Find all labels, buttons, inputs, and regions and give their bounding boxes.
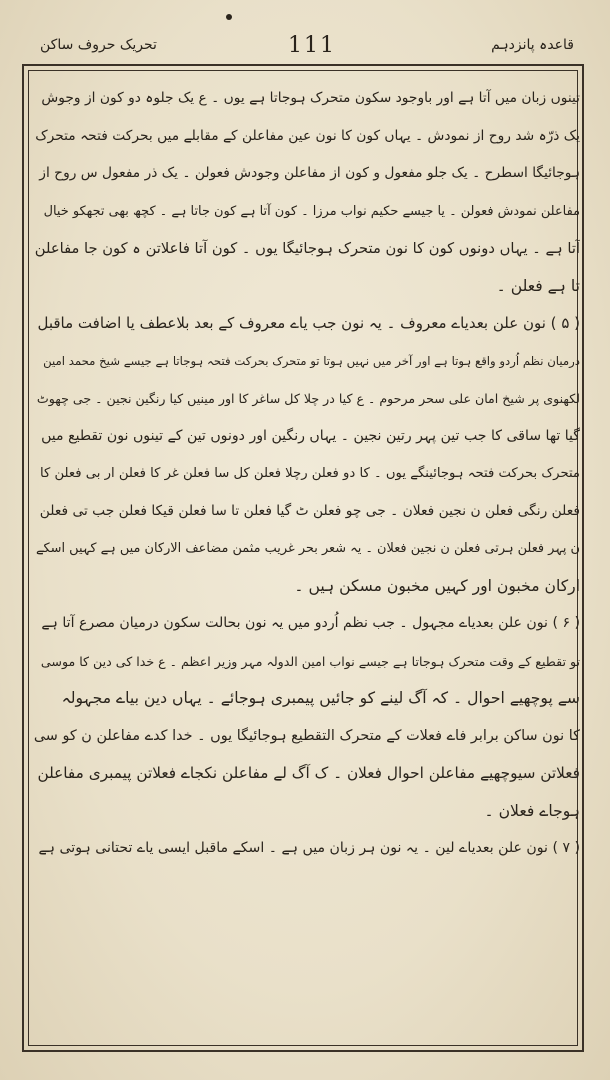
text-line: گیا تھا ساقی کا جب تین پہر رتین نجین ۔ یہاں رنگین اور دونوں تین کے تینوں نون تقطیع میں [41,427,580,444]
text-line: ارکان مخبون اور کہیں مخبون مسکن ہیں ۔ [294,576,580,595]
running-title-right: قاعدہ پانزدہم [491,37,574,53]
text-line: ( ۶ ) نون علن بعدیاے مجہول ۔ جب نظم اُردو میں یہ نون بحالت سکون درمیان مصرع آتا ہے [41,615,580,631]
text-line: کا نون ساکن برابر فاے فعلات کے متحرک التقطیع ہوجائیگا یوں ۔ خدا کدے مفاعلن ن کو سی [34,727,580,744]
text-line: فعلن رنگی فعلن ن نجین فعلان ۔ جی چو فعلن ٹ گیا فعلن تا سا فعلن قیکا فعلن جب تی فعلن [39,502,580,519]
running-title-left: تحریک حروف ساکن [40,37,157,53]
paragraph-6 [34,605,580,830]
text-line: یک ذرّہ شد روح از نمودش ۔ یہاں کون کا نون عین مفاعلن کے مقابلے میں بحرکت فتحہ متحرک [35,127,580,144]
text-line: ہوجائیگا اسطرح ۔ یک جلو مفعول و کون از مفاعلن وجودش فعولن ۔ یک ذر مفعول س روح از [39,165,580,181]
text-line: ہوجاے فعلان ۔ [484,801,580,820]
paragraph-7 [34,830,580,868]
text-line: ( ۵ ) نون علن بعدیاے معروف ۔ یہ نون جب یاے معروف کے بعد بلاعطف یا اضافت ماقبل [37,314,580,332]
page-body [34,80,580,868]
text-line: تینوں زبان میں آتا ہے اور باوجود سکون متحرک ہوجاتا ہے یوں ۔ ع یک جلوہ دو کون از وجوش [41,90,580,106]
text-line: ( ۷ ) نون علن بعدیاے لین ۔ یہ نون ہر زبان میں ہے ۔ اسکے ماقبل ایسی یاے تحتانی ہوتی ہے [38,840,580,856]
text-line: متحرک بحرکت فتحہ ہوجائینگے یوں ۔ کا دو فعلن رچلا فعلن کل سا فعلن غر کا فعلن ار بی فعلن کا [40,466,580,481]
text-line: آتا ہے ۔ یہاں دونوں کون کا نون متحرک ہوجائیگا یوں ۔ کون آتا فاعلاتن ہ کون جا مفاعلن [34,240,580,257]
page-number: 111 [288,32,336,58]
text-line: لکھنوی پر شیخ امان علی سحر مرحوم ۔ ع کیا در چلا کل ساغر کا اور مینیں کیا رنگین نجین ۔ جی چھوٹ [36,391,580,406]
text-line: ن پہر فعلن ہرتی فعلن ن نجین فعلان ۔ یہ شعر بحر غریب مثمن مضاعف الارکان میں ہے کہیں اسکے [35,541,580,556]
text-line: درمیان نظم اُردو واقع ہوتا ہے اور آخر میں نہیں ہوتا تو متحرک بحرکت فتحہ ہوجاتا ہے جیسے شیخ محمد امین [43,353,580,368]
text-line: تا ہے فعلن ۔ [496,276,580,295]
text-line: تو تقطیع کے وقت متحرک ہوجاتا ہے جیسے نواب امین الدولہ مہر وزیر اعظم ۔ ع خدا کی دین کا موسی [40,653,580,669]
text-line: فعلاتن سیوچھیے مفاعلن احوال فعلان ۔ ک آگ لے مفاعلن نکجاے فعلاتن پیمبری مفاعلن [37,764,580,782]
paragraph-5 [34,305,580,605]
ink-dot [226,14,232,20]
page-header [40,28,574,62]
paragraph-continuation [34,80,580,305]
text-line: مفاعلن نمودش فعولن ۔ یا جیسے حکیم نواب مرزا ۔ کون آتا ہے کون جاتا ہے ۔ کچھ بھی تجھکو خیال [43,203,580,219]
text-line: سے پوچھیے احوال ۔ کہ آگ لینے کو جائیں پیمبری ہوجائے ۔ یہاں دین بیاے مجہولہ [61,689,580,707]
